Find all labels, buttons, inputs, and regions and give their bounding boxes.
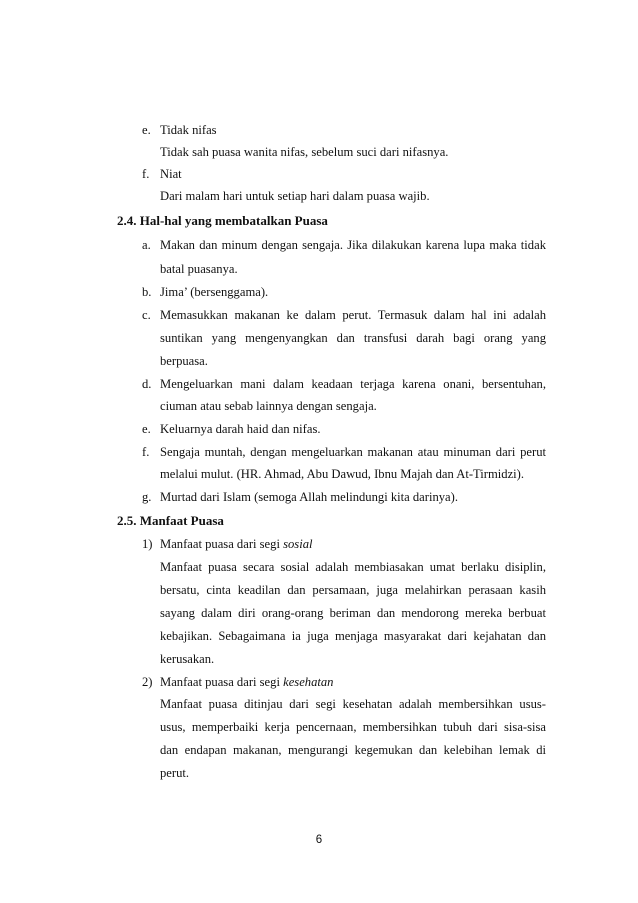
list-item-line: Murtad dari Islam (semoga Allah melindungi kita darinya). — [160, 490, 458, 504]
list-marker-f: f. — [142, 167, 150, 181]
list-item-line: suntikan yang mengenyangkan dan transfusi darah bagi orang yang — [160, 331, 546, 345]
benefit-title-sosial — [160, 536, 313, 552]
list-marker: a. — [142, 238, 151, 252]
page-number: 6 — [315, 834, 323, 846]
list-item-line: Memasukkan makanan ke dalam perut. Termasuk dalam hal ini adalah — [160, 308, 546, 322]
list-marker: g. — [142, 490, 152, 504]
paragraph-line: bersatu, cinta keadilan dan persamaan, juga melahirkan perasaan kasih — [160, 583, 546, 597]
list-item-line: melalui mulut. (HR. Ahmad, Abu Dawud, Ibnu Majah dan At-Tirmidzi). — [160, 467, 525, 481]
benefit-title-kesehatan — [160, 674, 333, 690]
section-heading-2-4: 2.4. Hal-hal yang membatalkan Puasa — [117, 213, 328, 228]
list-item-title-niat: Niat — [160, 167, 182, 181]
paragraph-line: dan endapan makanan, mengurangi kegemukan dan kelebihan lemak di — [160, 743, 546, 757]
list-item-body-tidak-nifas: Tidak sah puasa wanita nifas, sebelum suci dari nifasnya. — [160, 145, 449, 159]
list-item-line: Makan dan minum dengan sengaja. Jika dilakukan karena lupa maka tidak — [160, 238, 546, 252]
list-item-line: batal puasanya. — [160, 262, 238, 276]
list-marker: e. — [142, 422, 151, 436]
list-item-line: berpuasa. — [160, 354, 208, 368]
list-item-line: Mengeluarkan mani dalam keadaan terjaga karena onani, bersentuhan, — [160, 377, 546, 391]
benefit-title-prefix: Manfaat puasa dari segi — [160, 537, 280, 551]
section-heading-2-5: 2.5. Manfaat Puasa — [117, 513, 224, 528]
list-item-line: Keluarnya darah haid dan nifas. — [160, 422, 321, 436]
paragraph-line: sayang dalam diri orang-orang beriman dan mendorong mereka berbuat — [160, 606, 546, 620]
list-item-body-niat: Dari malam hari untuk setiap hari dalam puasa wajib. — [160, 189, 430, 203]
list-marker: d. — [142, 377, 152, 391]
paragraph-line: Manfaat puasa secara sosial adalah membiasakan umat berlaku disiplin, — [160, 560, 546, 574]
benefit-title-italic: sosial — [283, 537, 313, 551]
list-item-line: Sengaja muntah, dengan mengeluarkan makanan atau minuman dari perut — [160, 445, 546, 459]
paragraph-line: kerusakan. — [160, 652, 215, 666]
benefit-title-prefix: Manfaat puasa dari segi — [160, 675, 280, 689]
list-marker: f. — [142, 445, 150, 459]
list-item-title-tidak-nifas: Tidak nifas — [160, 123, 217, 137]
benefit-title-italic: kesehatan — [283, 675, 334, 689]
list-item-line: ciuman atau sebab lainnya dengan sengaja. — [160, 399, 377, 413]
paragraph-line: kebajikan. Sebagaimana ia juga menjaga masyarakat dari kejahatan dan — [160, 629, 546, 643]
list-item-line: Jima’ (bersenggama). — [160, 285, 269, 299]
list-marker: c. — [142, 308, 151, 322]
paragraph-line: perut. — [160, 766, 190, 780]
paragraph-line: Manfaat puasa ditinjau dari segi kesehatan adalah membersihkan usus- — [160, 697, 546, 711]
list-marker-2: 2) — [142, 675, 153, 689]
list-marker-1: 1) — [142, 537, 153, 551]
list-marker: b. — [142, 285, 152, 299]
paragraph-line: usus, memperbaiki kerja pencernaan, membersihkan tubuh dari sisa-sisa — [160, 720, 546, 734]
list-marker-e: e. — [142, 123, 151, 137]
